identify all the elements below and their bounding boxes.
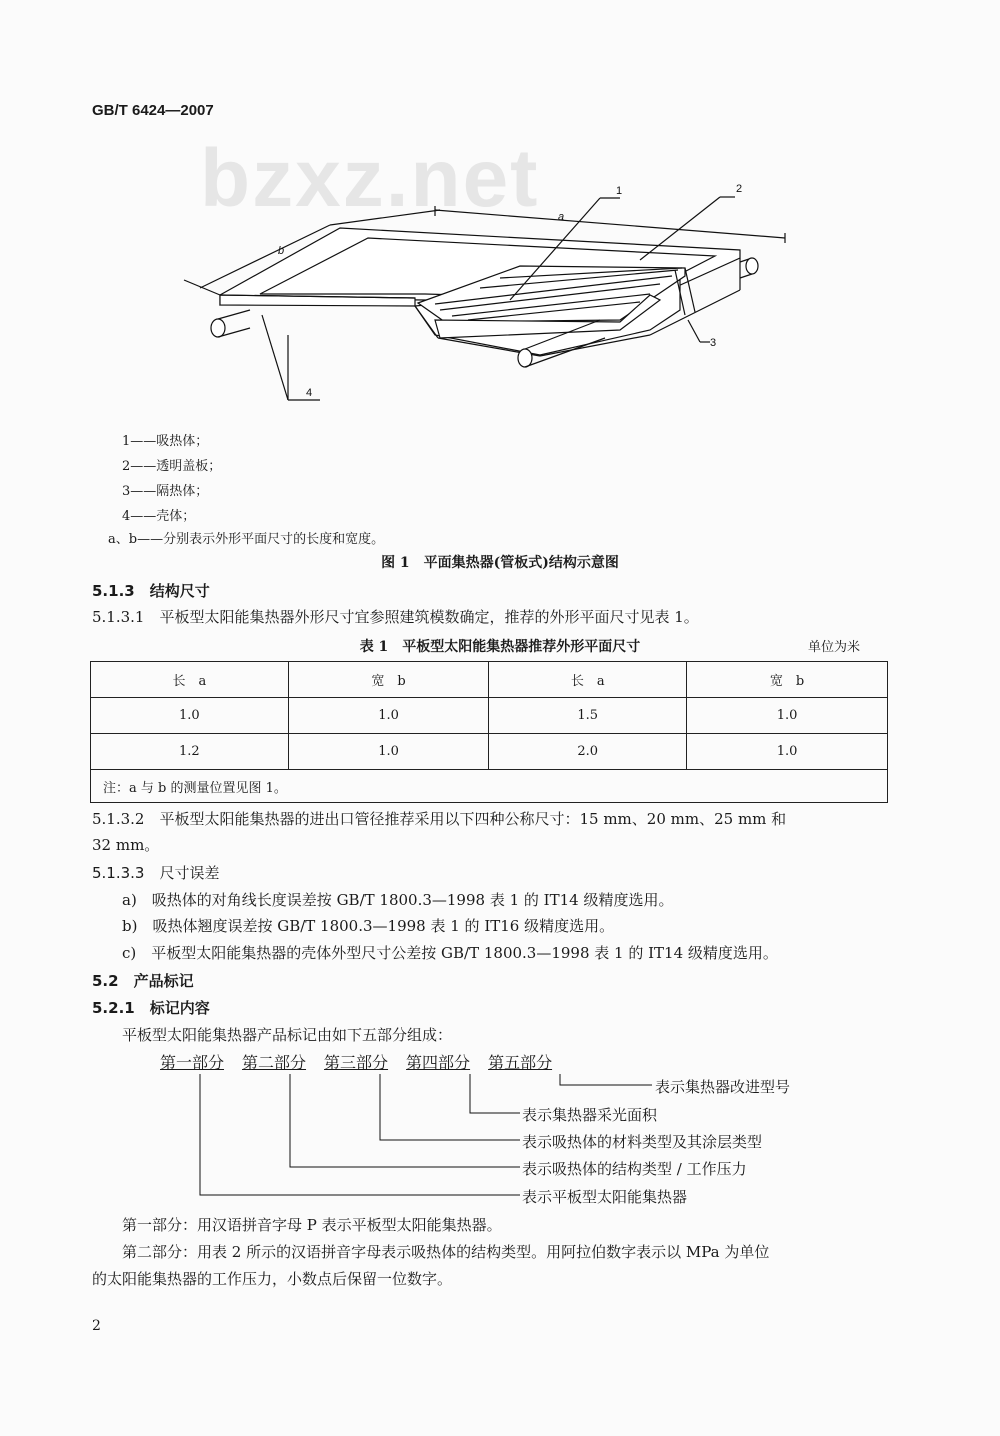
section-heading: 5.2.1 标记内容 bbox=[92, 999, 210, 1017]
legend-item: 2——透明盖板； bbox=[122, 459, 222, 474]
section-heading: 5.1.3 结构尺寸 bbox=[92, 582, 210, 600]
table-header: 宽 b bbox=[288, 662, 489, 698]
legend-item: 4——壳体； bbox=[122, 509, 196, 524]
table-cell: 1.2 bbox=[91, 734, 289, 770]
table-cell: 1.0 bbox=[91, 698, 289, 734]
paragraph: 第一部分：用汉语拼音字母 P 表示平板型太阳能集热器。 bbox=[122, 1216, 502, 1234]
table-note-row bbox=[91, 770, 888, 803]
list-item: c) 平板型太阳能集热器的壳体外型尺寸公差按 GB/T 1800.3—1998 表 1 的 IT14 级精度选用。 bbox=[122, 944, 778, 962]
table-row bbox=[91, 734, 888, 770]
figure-caption: 图 1 平面集热器(管板式)结构示意图 bbox=[381, 555, 619, 571]
paragraph: 5.1.3.1 平板型太阳能集热器外形尺寸宜参照建筑模数确定，推荐的外形平面尺寸见表 1。 bbox=[92, 608, 699, 626]
standard-number: GB/T 6424—2007 bbox=[92, 102, 214, 119]
legend-item: a、b——分别表示外形平面尺寸的长度和宽度。 bbox=[108, 532, 385, 547]
label-2: 2 bbox=[736, 183, 743, 195]
list-item: a) 吸热体的对角线长度误差按 GB/T 1800.3—1998 表 1 的 IT14 级精度选用。 bbox=[122, 891, 674, 909]
table-header: 长 a bbox=[489, 662, 687, 698]
label-b: b bbox=[278, 245, 285, 257]
legend-item: 1——吸热体； bbox=[122, 434, 209, 449]
collector-diagram bbox=[180, 170, 820, 410]
table-cell: 1.5 bbox=[489, 698, 687, 734]
table-header: 长 a bbox=[91, 662, 289, 698]
marking-part: 第四部分 bbox=[406, 1053, 471, 1072]
table-header: 宽 b bbox=[687, 662, 888, 698]
label-a: a bbox=[558, 211, 565, 223]
table-title: 表 1 平板型太阳能集热器推荐外形平面尺寸 bbox=[359, 639, 641, 655]
table-note: 注：a 与 b 的测量位置见图 1。 bbox=[91, 770, 888, 803]
marking-part: 第三部分 bbox=[324, 1053, 389, 1072]
paragraph: 平板型太阳能集热器产品标记由如下五部分组成： bbox=[122, 1026, 453, 1044]
label-3: 3 bbox=[710, 337, 717, 349]
marking-description: 表示平板型太阳能集热器 bbox=[522, 1188, 688, 1206]
table-unit: 单位为米 bbox=[808, 640, 861, 655]
section-heading: 5.2 产品标记 bbox=[92, 972, 194, 990]
marking-description: 表示吸热体的结构类型 / 工作压力 bbox=[522, 1160, 747, 1178]
section-heading: 5.1.3.3 尺寸误差 bbox=[92, 864, 220, 882]
table-cell: 1.0 bbox=[288, 734, 489, 770]
marking-part: 第五部分 bbox=[488, 1053, 553, 1072]
table-row bbox=[91, 698, 888, 734]
table-cell: 1.0 bbox=[687, 698, 888, 734]
label-4: 4 bbox=[306, 387, 313, 399]
table-cell: 2.0 bbox=[489, 734, 687, 770]
paragraph: 5.1.3.2 平板型太阳能集热器的进出口管径推荐采用以下四种公称尺寸：15 mm、20 mm、25 mm 和 bbox=[92, 810, 787, 828]
table-header-row bbox=[91, 662, 888, 698]
watermark: bzxz.net bbox=[200, 133, 540, 224]
paragraph: 第二部分：用表 2 所示的汉语拼音字母表示吸热体的结构类型。用阿拉伯数字表示以 MPa 为单位 bbox=[122, 1243, 770, 1261]
page-number: 2 bbox=[92, 1318, 101, 1334]
list-item: b) 吸热体翘度误差按 GB/T 1800.3—1998 表 1 的 IT16 级精度选用。 bbox=[122, 917, 615, 935]
legend-item: 3——隔热体； bbox=[122, 484, 209, 499]
marking-description: 表示集热器改进型号 bbox=[655, 1078, 791, 1096]
marking-part: 第二部分 bbox=[242, 1053, 307, 1072]
paragraph: 的太阳能集热器的工作压力，小数点后保留一位数字。 bbox=[92, 1270, 453, 1288]
marking-part: 第一部分 bbox=[160, 1053, 225, 1072]
dimension-table bbox=[90, 661, 888, 803]
table-cell: 1.0 bbox=[687, 734, 888, 770]
table-cell: 1.0 bbox=[288, 698, 489, 734]
marking-description: 表示吸热体的材料类型及其涂层类型 bbox=[522, 1133, 763, 1151]
paragraph: 32 mm。 bbox=[92, 836, 160, 854]
label-1: 1 bbox=[616, 185, 623, 197]
marking-description: 表示集热器采光面积 bbox=[522, 1106, 658, 1124]
